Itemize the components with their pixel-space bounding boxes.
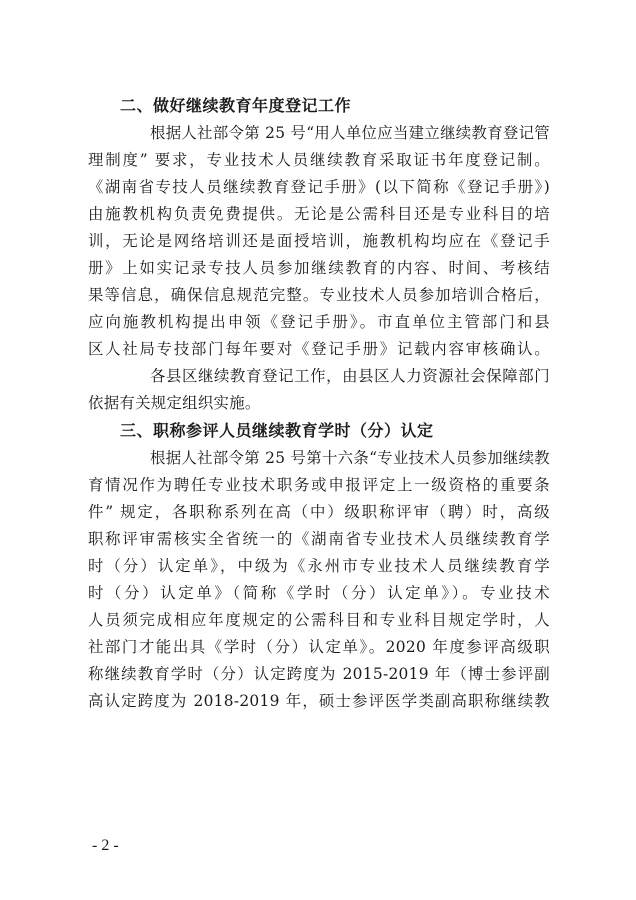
text-line: 区人社局专技部门每年要对《登记手册》记载内容审核确认。 xyxy=(88,340,550,358)
document-body xyxy=(88,92,550,715)
text-line: 依据有关规定组织实施。 xyxy=(88,394,261,412)
text-line: 册》上如实记录专技人员参加继续教育的内容、时间、考核结 xyxy=(88,259,550,277)
text-line: 社部门才能出具《学时（分）认定单》。2020 年度参评高级职 xyxy=(88,638,550,656)
text-line: 应向施教机构提出申领《登记手册》。市直单位主管部门和县 xyxy=(88,313,550,331)
text-line: 理制度” 要求，专业技术人员继续教育采取证书年度登记制。 xyxy=(88,151,550,169)
text-line: 时（分）认定单》，中级为《永州市专业技术人员继续教育学 xyxy=(88,557,550,575)
section-heading-credit-recognition: 三、职称参评人员继续教育学时（分）认定 xyxy=(120,421,434,440)
text-line: 件” 规定，各职称系列在高（中）级职称评审（聘）时，高级 xyxy=(88,503,550,521)
text-line: 职称评审需核实全省统一的《湖南省专业技术人员继续教育学 xyxy=(88,530,550,548)
text-line: 由施教机构负责免费提供。无论是公需科目还是专业科目的培 xyxy=(88,205,550,223)
text-line: 根据人社部令第 25 号第十六条“专业技术人员参加继续教 xyxy=(150,449,550,467)
section-heading-registration: 二、做好继续教育年度登记工作 xyxy=(120,96,352,115)
text-line: 果等信息，确保信息规范完整。专业技术人员参加培训合格后， xyxy=(88,286,550,304)
text-line: 高认定跨度为 2018-2019 年，硕士参评医学类副高职称继续教 xyxy=(88,692,550,710)
paragraph-credit-recognition xyxy=(88,445,550,715)
text-line: 根据人社部令第 25 号“用人单位应当建立继续教育登记管 xyxy=(150,124,550,142)
text-line: 训，无论是网络培训还是面授培训，施教机构均应在《登记手 xyxy=(88,232,550,250)
text-line: 称继续教育学时（分）认定跨度为 2015-2019 年（博士参评副 xyxy=(88,665,550,683)
text-line: 时（分）认定单》（简称《学时（分）认定单》）。专业技术 xyxy=(88,584,550,602)
text-line: 《湖南省专技人员继续教育登记手册》(以下简称《登记手册》) xyxy=(88,178,550,196)
text-line: 育情况作为聘任专业技术职务或申报评定上一级资格的重要条 xyxy=(88,476,550,494)
page-number: - 2 - xyxy=(92,837,119,854)
text-line: 各县区继续教育登记工作，由县区人力资源社会保障部门 xyxy=(150,367,550,385)
text-line: 人员须完成相应年度规定的公需科目和专业科目规定学时，人 xyxy=(88,611,550,629)
paragraph-registration-manual xyxy=(88,120,550,363)
paragraph-county-registration xyxy=(88,363,550,417)
